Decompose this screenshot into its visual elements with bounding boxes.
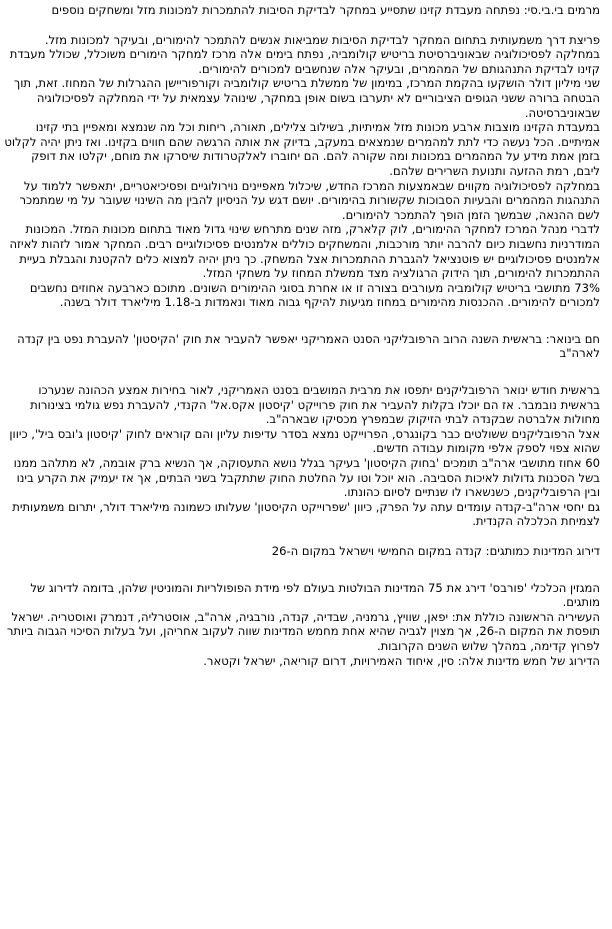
article-2-paragraph-2: אצל הרפובליקנים ששולטים כבר בקונגרס, הפרוייקט נמצא בסדר עדיפות עליון והם קוראים לחוק 'קיסטון ג'ובס ביל', כיוון שהוא צפוי לספק אלפי מקומות עבודה חדשים. — [9, 426, 600, 456]
article-1-paragraph-6: 73% מתושבי בריטיש קולומביה מעורבים בצורה זו או אחרת בסוגי ההימורים השונים. מתוכם כארבעה אחוזים נחשבים למכורים להימורים. ההכנסות מהימורים במחוז מגיעות להיקף גבוה מאוד ונאמדות ב-1.18 מיליארד דולר בשנה. — [29, 280, 600, 310]
spacer — [4, 529, 600, 544]
spacer — [4, 361, 600, 383]
article-1-paragraph-5: לדברי מנהל המרכז למחקר ההימורים, לוק קלארק, מזה שנים מתרחש שינוי גדול מאוד בתחום מכונות המזל. המכונות המודרניות נחשבות כיום להרבה יותר מורכבות, והמשחקים כוללים אלמנטים פסיכולוגיים רבים. המחקר אמור לזהות לאיזה אלמנטים פסיכולוגיים יש פוטנציאל להגברת ההתמכרות אצל המשחק. כך ניתן יהיה למצוא כלים להקטנת והגבלת בעיית ההתמכרות להימורים, תוך הידוק הרגולציה מצד ממשלת המחוז על משחקי המזל. — [9, 222, 600, 281]
spacer — [4, 559, 600, 581]
article-1-paragraph-4: במחלקה לפסיכולוגיה מקווים שבאמצעות המרכז החדש, שיכלול מאפיינים נוירולוגיים ופסיכיאטריים, יתאפשר ללמוד על התנהגות המהמרים והבעיות הסבוכות שקשורות בהימורים. יושם דגש על הניסיון להבין מה השינוי שעובר על מי שמתמכר לשם ההנאה, שבמשך הזמן הופך להתמכר להימורים. — [19, 178, 600, 222]
article-2-paragraph-1: בראשית חודש ינואר הרפובליקנים יתפסו את מרבית המושבים בסנט האמריקני, לאור בחירות אמצע הכהונה שנערכו בראשית נובמבר. אז הם יוכלו בקלות להעביר את חוק פרוייקט 'קיסטון אקס.אל' הקנדי, להעברת נפש גולמי בצינורות מחולות אלברטה שבקנדה לבתי הזיקוק שבמפרץ מכסיקו שבארה"ב. — [30, 383, 600, 427]
article-1-paragraph-2: שני מיליון דולר הושקעו בהקמת המרכז, במימון של ממשלת בריטיש קולומביה וקורפוריישן ההגרלות של המחוז. זאת, תוך הבטחה ברורה ששני הגופים הציבוריים לא יתערבו בשום אופן במחקר, שינוהל עצמאית על ידי המחלקה לפסיכולוגיה שבאוניברסיטה. — [14, 76, 600, 120]
article-3-paragraph-2: העשיריה הראשונה כוללת את: יפאן, שוויץ, גרמניה, שבדיה, קנדה, נורבגיה, ארה"ב, אוסטרליה, דנמרק ואוסטריה. ישראל תופסת את המקום ה-26, אך מצוין לגביה שהיא אחת מחמש המדינות שווה לעקוב אחריהן, ועל בעלות הסיכוי הגבוה ביותר לפרוץ קדימה, במהלך שלוש השנים הקרובות. — [6, 609, 600, 653]
article-2-headline: חם בינואר: בראשית השנה הרוב הרפובליקני הסנט האמריקני יאפשר להעביר את חוק 'הקיסטון' להעברת נפט בין קנדה לארה"ב — [17, 331, 600, 361]
article-2-paragraph-3: 60 אחוז מתושבי ארה"ב תומכים 'בחוק הקיסטון' בעיקר בגלל נושא התעסוקה, אך הנשיא ברק אובמה, לא מתלהב ממנו בשל הסכנות גדולות לאיכות הסביבה. הוא יוכל וטו על החלטת החוק שתתקבל בשני הבתים, אך אז יעמיק את הקרע בינו ובין הרפובליקנים, כשנשארו לו שנתיים לסיום כהונתו. — [13, 456, 600, 500]
spacer — [4, 310, 600, 332]
spacer — [4, 18, 600, 33]
article-1-headline: מרמים בי.בי.סי: נפתחה מעבדת קזינו שתסייע במחקר לבדיקת הסיבות להתמכרות למכונות מזל ומשחקים נוספים — [51, 3, 600, 17]
article-1-paragraph-1: פריצת דרך משמעותית בתחום המחקר לבדיקת הסיבות שמביאות אנשים להתמכר להימורים, ובעיקר למכונות מזל. במחלקה לפסיכולוגיה שבאוניברסיטת בריטיש קולומביה, נפתח בימים אלה מרכז למחקר הימורים משוכלל, שכולל מעבדת קזינו לבדיקת התנהגותם של המהמרים, ובעיקר אלה שנחשבים למכורים להימורים. — [9, 32, 600, 76]
article-2-paragraph-4: גם יחסי ארה"ב-קנדה עומדים עתה על הפרק, כיוון 'שפרוייקט הקיסטון' שעלותו כשמונה מיליארד דולר, יתרום משמעותית לצמיחת הכלכלה הקנדית. — [12, 499, 600, 529]
article-3-paragraph-3: הדירוג של חמש מדינות אלה: סין, איחוד האמירויות, דרום קוריאה, ישראל וקטאר. — [203, 653, 600, 668]
article-3-headline: דירוג המדינות כמותגים: קנדה במקום החמישי וישראל במקום ה-26 — [271, 544, 600, 558]
article-1-paragraph-3: במעבדת הקזינו מוצבות ארבע מכונות מזל אמיתיות, בשילוב צלילים, תאורה, ריחות וכל מה שנמצא ומאפיין בתי קזינו אמיתיים. הכל נעשה כדי לתת למהמרים שנמצאים במעקב, בדיוק את אותה הרגשה שהם חווים בקזינו. ואז ניתן יהיה לקלוט בזמן אמת מידע על המהמרים במכונות ומה שקורה להם. הם יחוברו לאלקטרודות שיסרקו את מוחם, יקלטו את דופק ליבם, רמת ההזעה ותנועת השרירים שלהם. — [4, 120, 600, 178]
document-page — [0, 3, 604, 668]
article-3-paragraph-1: המגזין הכלכלי 'פורבס' דירג את 75 המדינות הבולטות בעולם לפי מידת הפופולריות והמוניטין שלהן, בדומה לדירוג של מותגים. — [30, 580, 600, 610]
